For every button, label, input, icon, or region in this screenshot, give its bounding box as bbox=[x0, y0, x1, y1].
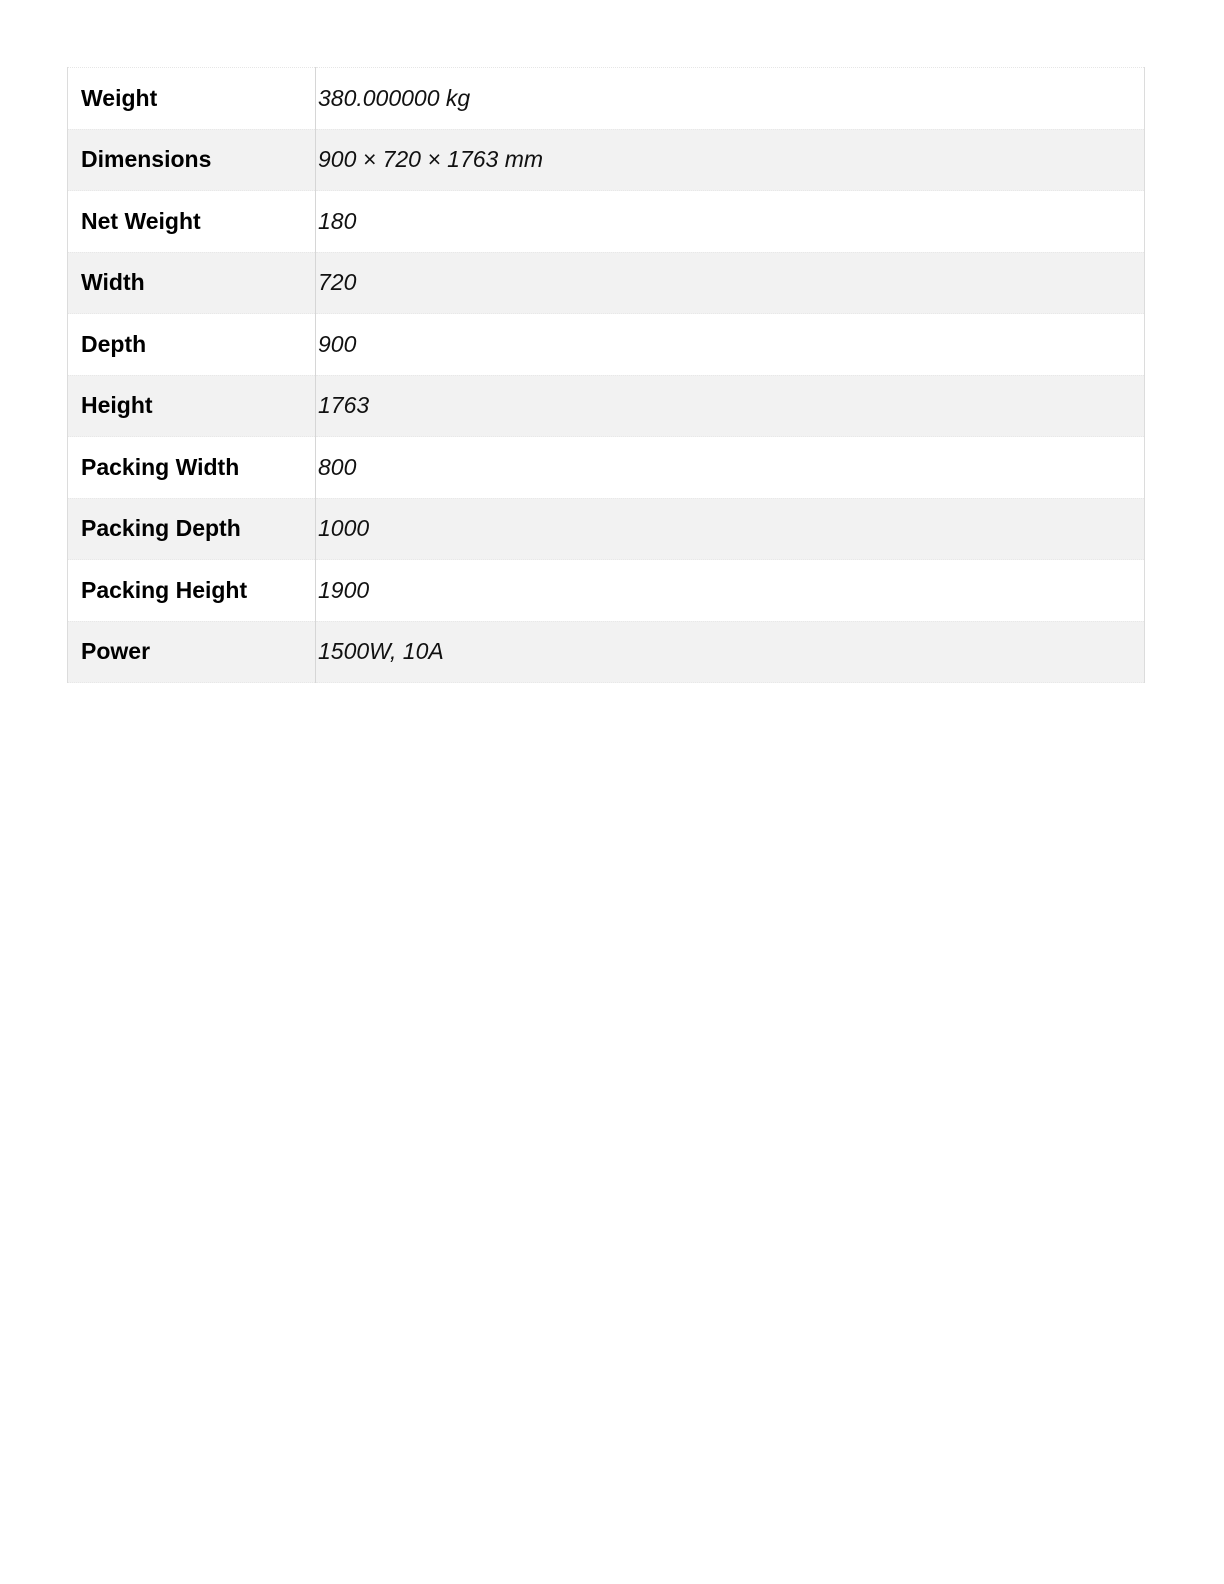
spec-value: 900 × 720 × 1763 mm bbox=[316, 129, 1145, 191]
spec-label: Net Weight bbox=[68, 191, 316, 253]
spec-value: 1763 bbox=[316, 375, 1145, 437]
spec-label: Width bbox=[68, 252, 316, 314]
spec-value: 1000 bbox=[316, 498, 1145, 560]
table-row bbox=[68, 621, 1145, 683]
spec-value: 380.000000 kg bbox=[316, 68, 1145, 130]
table-row bbox=[68, 375, 1145, 437]
spec-label: Depth bbox=[68, 314, 316, 376]
spec-label: Weight bbox=[68, 68, 316, 130]
product-specifications-table bbox=[67, 67, 1145, 683]
table-row bbox=[68, 437, 1145, 499]
table-row bbox=[68, 191, 1145, 253]
spec-label: Power bbox=[68, 621, 316, 683]
table-row bbox=[68, 560, 1145, 622]
spec-label: Packing Width bbox=[68, 437, 316, 499]
spec-value: 900 bbox=[316, 314, 1145, 376]
table-row bbox=[68, 314, 1145, 376]
table-row bbox=[68, 252, 1145, 314]
spec-label: Packing Depth bbox=[68, 498, 316, 560]
spec-value: 1500W, 10A bbox=[316, 621, 1145, 683]
spec-label: Dimensions bbox=[68, 129, 316, 191]
table-row bbox=[68, 129, 1145, 191]
spec-value: 180 bbox=[316, 191, 1145, 253]
spec-label: Packing Height bbox=[68, 560, 316, 622]
table-row bbox=[68, 68, 1145, 130]
spec-label: Height bbox=[68, 375, 316, 437]
spec-value: 800 bbox=[316, 437, 1145, 499]
table-row bbox=[68, 498, 1145, 560]
spec-value: 720 bbox=[316, 252, 1145, 314]
spec-value: 1900 bbox=[316, 560, 1145, 622]
